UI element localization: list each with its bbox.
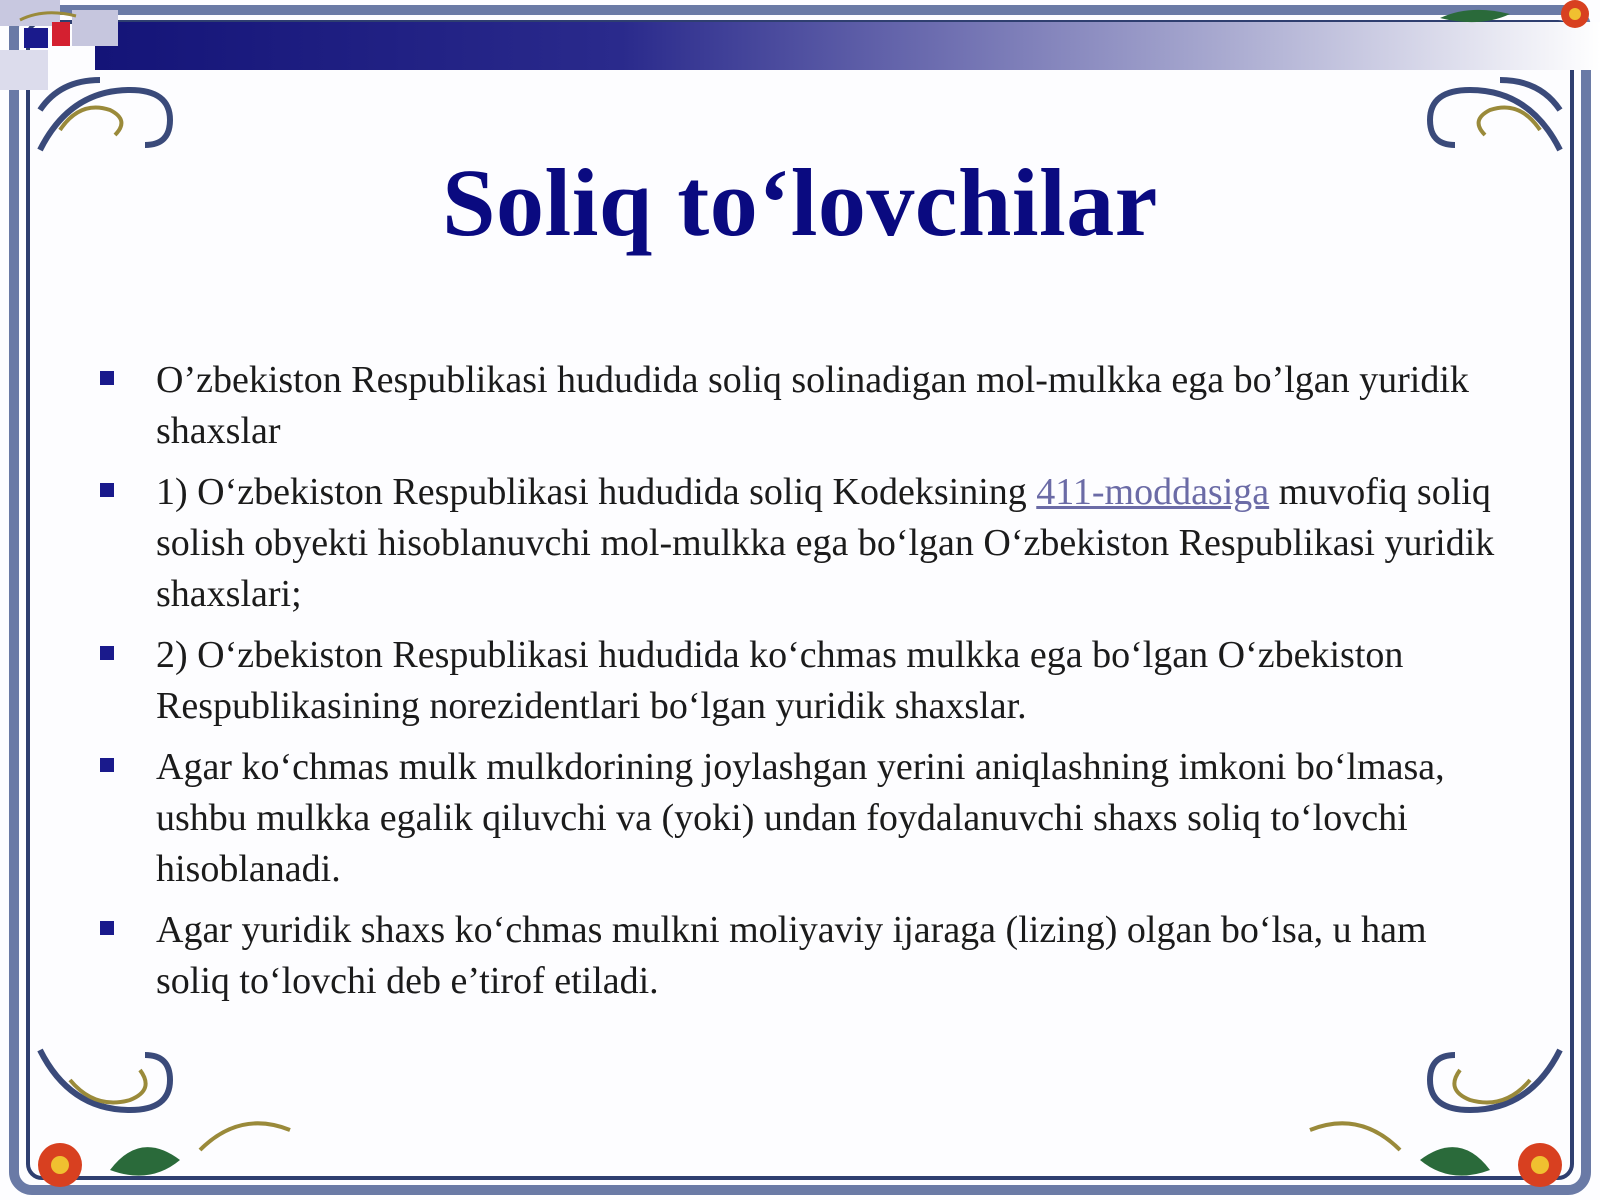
bullet-list [96, 355, 1496, 1017]
list-item [96, 742, 1496, 895]
bullet-square-icon [100, 483, 114, 497]
article-411-link[interactable]: 411-moddasiga [1036, 471, 1270, 513]
bullet-text-after-link: muvofiq soliq solish obyekti hisoblanuvchi mol-mulkka ega bo‘lgan O‘zbekiston Respublikasi yuridik shaxslari; [156, 471, 1495, 615]
bullet-square-icon [100, 758, 114, 772]
bullet-square-icon [100, 371, 114, 385]
bullet-square-icon [100, 921, 114, 935]
bullet-text-before-link: 1) O‘zbekiston Respublikasi hududida soliq Kodeksining [156, 471, 1037, 513]
list-item [96, 905, 1496, 1007]
bullet-text: 2) O‘zbekiston Respublikasi hududida ko‘chmas mulkka ega bo‘lgan O‘zbekiston Respublikasining norezidentlari bo‘lgan yuridik shaxslar. [156, 634, 1404, 727]
bullet-text: Agar ko‘chmas mulk mulkdorining joylashgan yerini aniqlashning imkoni bo‘lmasa, ushbu mulkka egalik qiluvchi va (yoki) undan foydalanuvchi shaxs soliq to‘lovchi hisoblanadi. [156, 746, 1445, 890]
bullet-text: Agar yuridik shaxs ko‘chmas mulkni moliyaviy ijaraga (lizing) olgan bo‘lsa, u ham soliq to‘lovchi deb e’tirof etiladi. [156, 909, 1427, 1002]
list-item [96, 355, 1496, 457]
list-item [96, 467, 1496, 620]
bullet-text: O’zbekiston Respublikasi hududida soliq solinadigan mol-mulkka ega bo’lgan yuridik shaxslar [156, 359, 1469, 452]
bullet-square-icon [100, 646, 114, 660]
slide-title: Soliq to‘lovchilar [442, 149, 1158, 256]
list-item [96, 630, 1496, 732]
bullet-text [156, 467, 1496, 620]
